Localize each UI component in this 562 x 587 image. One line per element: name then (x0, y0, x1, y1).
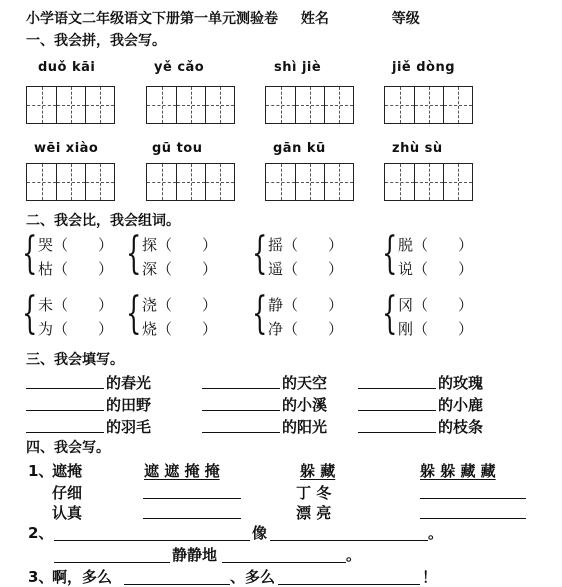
q1-word2-b: 漂 亮 (296, 504, 332, 522)
answer-blank[interactable] (420, 518, 526, 519)
brace-symbol: { (252, 228, 268, 279)
answer-blank[interactable] (54, 562, 170, 563)
answer-paren[interactable]: （ ） (413, 296, 474, 314)
pinyin-8: zhù sù (392, 141, 443, 156)
section4-heading: 四、我会写。 (26, 440, 110, 456)
writing-grid[interactable] (146, 163, 235, 201)
compare-item (398, 234, 473, 255)
answer-blank[interactable] (278, 584, 420, 585)
answer-paren[interactable]: （ ） (53, 320, 114, 338)
brace-symbol: { (126, 288, 142, 339)
compare-item (38, 258, 113, 279)
compare-item (398, 318, 473, 339)
compare-char: 未 (38, 296, 54, 314)
writing-grid[interactable] (26, 86, 115, 124)
writing-grid[interactable] (26, 163, 115, 201)
pinyin-5: wēi xiào (34, 141, 99, 156)
fill-suffix: 的阳光 (282, 418, 328, 436)
compare-char: 深 (142, 260, 158, 278)
fill-suffix: 的田野 (106, 396, 152, 414)
q1-word: 遮掩 (52, 462, 83, 480)
answer-blank[interactable] (202, 432, 280, 433)
q1-word2-a: 丁 冬 (296, 484, 332, 502)
q2-number: 2、 (28, 524, 54, 542)
compare-item (142, 294, 217, 315)
pinyin-1: duǒ kāi (38, 60, 96, 75)
answer-paren[interactable]: （ ） (283, 320, 344, 338)
answer-paren[interactable]: （ ） (157, 236, 218, 254)
pinyin-2: yě cǎo (154, 60, 205, 75)
answer-paren[interactable]: （ ） (157, 260, 218, 278)
answer-paren[interactable]: （ ） (157, 296, 218, 314)
q3-end: ！ (422, 568, 438, 586)
answer-paren[interactable]: （ ） (53, 260, 114, 278)
section3-heading: 三、我会填写。 (26, 352, 124, 368)
brace-symbol: { (382, 288, 398, 339)
q1-word2: 躲 藏 (300, 462, 336, 480)
compare-char: 刚 (398, 320, 414, 338)
writing-grid[interactable] (146, 86, 235, 124)
answer-blank[interactable] (124, 584, 230, 585)
compare-char: 摇 (268, 236, 284, 254)
writing-grid[interactable] (384, 163, 473, 201)
answer-blank[interactable] (358, 388, 436, 389)
answer-blank[interactable] (54, 540, 250, 541)
compare-item (142, 318, 217, 339)
compare-item (268, 258, 343, 279)
q1-word-a: 仔细 (52, 484, 83, 502)
answer-paren[interactable]: （ ） (283, 260, 344, 278)
q1-number: 1、 (28, 462, 54, 480)
compare-item (398, 294, 473, 315)
fill-suffix: 的小鹿 (438, 396, 484, 414)
brace-symbol: { (22, 228, 38, 279)
pinyin-6: gū tou (152, 141, 203, 156)
answer-paren[interactable]: （ ） (283, 296, 344, 314)
answer-paren[interactable]: （ ） (413, 260, 474, 278)
brace-symbol: { (382, 228, 398, 279)
answer-paren[interactable]: （ ） (283, 236, 344, 254)
q1-example: 遮 遮 掩 掩 (144, 462, 220, 480)
fill-suffix: 的春光 (106, 374, 152, 392)
page-title (26, 8, 438, 28)
fill-suffix: 的羽毛 (106, 418, 152, 436)
compare-char: 说 (398, 260, 414, 278)
writing-grid[interactable] (265, 86, 354, 124)
compare-char: 遥 (268, 260, 284, 278)
compare-char: 脱 (398, 236, 414, 254)
q2-line2: 静静地 (172, 546, 218, 564)
compare-char: 探 (142, 236, 158, 254)
q2-line2-end: 。 (346, 546, 362, 564)
compare-item (268, 234, 343, 255)
q1-word-b: 认真 (52, 504, 83, 522)
pinyin-4: jiě dòng (392, 60, 456, 75)
answer-blank[interactable] (222, 562, 346, 563)
pinyin-3: shì jiè (274, 60, 322, 75)
fill-suffix: 的小溪 (282, 396, 328, 414)
compare-char: 烧 (142, 320, 158, 338)
brace-symbol: { (252, 288, 268, 339)
compare-char: 枯 (38, 260, 54, 278)
compare-char: 为 (38, 320, 54, 338)
grade-label: 等级 (391, 11, 420, 27)
compare-item (142, 258, 217, 279)
pinyin-7: gān kū (273, 141, 326, 156)
name-label: 姓名 (300, 11, 329, 27)
compare-char: 哭 (38, 236, 54, 254)
fill-suffix: 的天空 (282, 374, 328, 392)
compare-char: 静 (268, 296, 284, 314)
answer-paren[interactable]: （ ） (157, 320, 218, 338)
section2-heading: 二、我会比，我会组词。 (26, 213, 180, 229)
answer-blank[interactable] (143, 518, 241, 519)
compare-item (268, 294, 343, 315)
brace-symbol: { (22, 288, 38, 339)
answer-blank[interactable] (202, 388, 280, 389)
answer-blank[interactable] (420, 498, 526, 499)
answer-blank[interactable] (202, 410, 280, 411)
writing-grid[interactable] (384, 86, 473, 124)
compare-item (142, 234, 217, 255)
compare-char: 净 (268, 320, 284, 338)
answer-paren[interactable]: （ ） (413, 236, 474, 254)
q3-number: 3、 (28, 568, 54, 586)
brace-symbol: { (126, 228, 142, 279)
section1-heading: 一、我会拼，我会写。 (26, 33, 166, 49)
q2-mid: 像 (252, 524, 268, 542)
compare-item (38, 294, 113, 315)
compare-item (38, 318, 113, 339)
writing-grid[interactable] (265, 163, 354, 201)
answer-paren[interactable]: （ ） (413, 320, 474, 338)
answer-paren[interactable]: （ ） (53, 236, 114, 254)
fill-suffix: 的枝条 (438, 418, 484, 436)
compare-item (268, 318, 343, 339)
q3-part-a: 啊，多么 (52, 568, 113, 586)
answer-blank[interactable] (26, 388, 104, 389)
compare-char: 冈 (398, 296, 414, 314)
fill-suffix: 的玫瑰 (438, 374, 484, 392)
q3-part-b: 、多么 (230, 568, 276, 586)
answer-paren[interactable]: （ ） (53, 296, 114, 314)
compare-item (38, 234, 113, 255)
answer-blank[interactable] (358, 432, 436, 433)
compare-item (398, 258, 473, 279)
test-title: 小学语文二年级语文下册第一单元测验卷 (26, 11, 278, 27)
q2-end: 。 (428, 524, 444, 542)
answer-blank[interactable] (143, 498, 241, 499)
answer-blank[interactable] (26, 410, 104, 411)
answer-blank[interactable] (270, 540, 428, 541)
q1-example2: 躲 躲 藏 藏 (420, 462, 496, 480)
compare-char: 浇 (142, 296, 158, 314)
answer-blank[interactable] (358, 410, 436, 411)
answer-blank[interactable] (26, 432, 104, 433)
